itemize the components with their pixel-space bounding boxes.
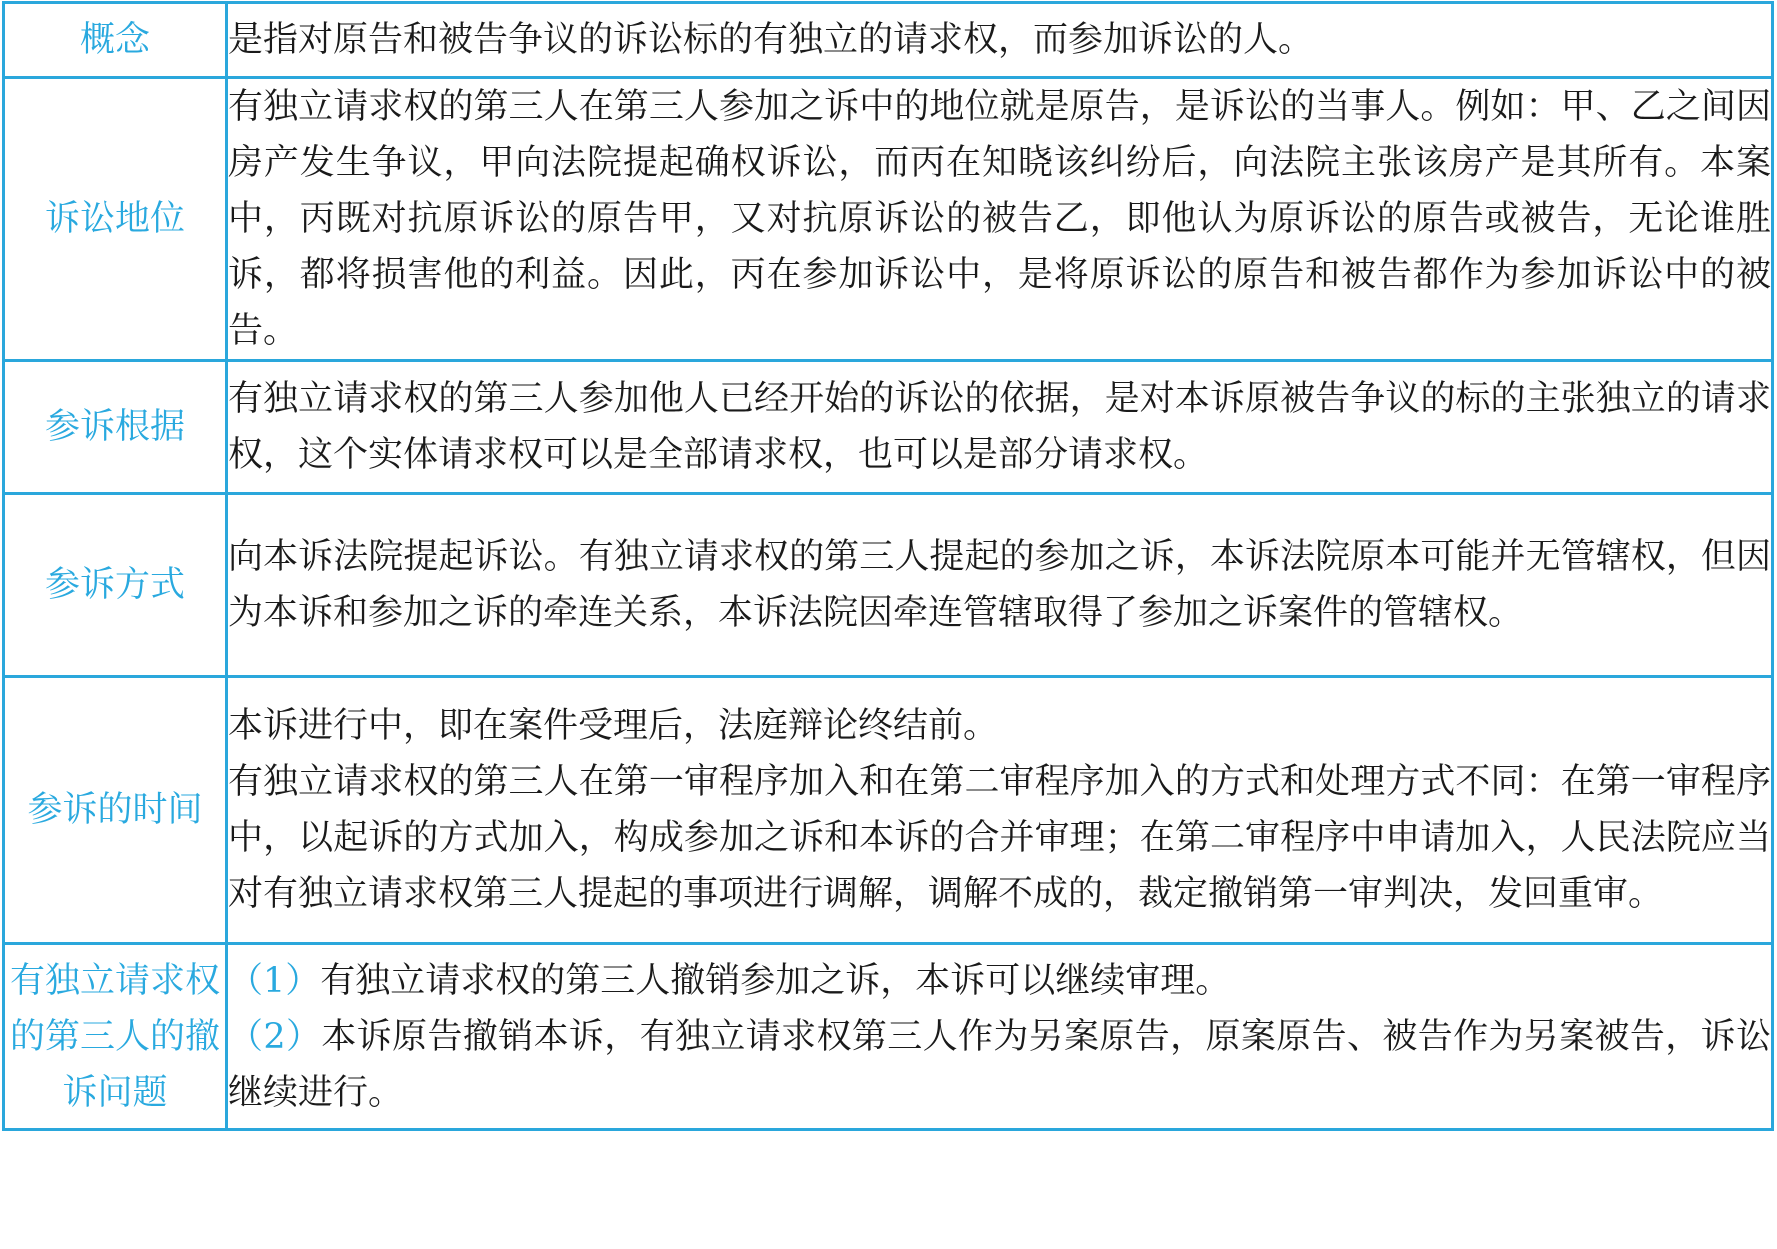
- table-row-withdrawal: [4, 944, 1773, 1130]
- content-paragraph: 有独立请求权的第三人参加他人已经开始的诉讼的依据，是对本诉原被告争议的标的主张独立的请求权，这个实体请求权可以是全部请求权，也可以是部分请求权。: [228, 379, 1771, 475]
- table-row-basis: [4, 361, 1773, 494]
- row-label: 概念: [4, 3, 227, 78]
- table-row-litigation-status: [4, 78, 1773, 361]
- row-content: [227, 78, 1773, 361]
- row-label: 参诉根据: [4, 361, 227, 494]
- content-paragraph: 有独立请求权的第三人在第三人参加之诉中的地位就是原告，是诉讼的当事人。例如：甲、乙之间因房产发生争议，甲向法院提起确权诉讼，而丙在知晓该纠纷后，向法院主张该房产是其所有。本案中，丙既对抗原诉讼的原告甲，又对抗原诉讼的被告乙，即他认为原诉讼的原告或被告，无论谁胜诉，都将损害他的利益。因此，丙在参加诉讼中，是将原诉讼的原告和被告都作为参加诉讼中的被告。: [228, 87, 1771, 351]
- numbered-item: [228, 953, 1771, 1009]
- table-row-timing: [4, 677, 1773, 944]
- content-paragraph: 本诉进行中，即在案件受理后，法庭辩论终结前。: [228, 706, 999, 746]
- table-row-method: [4, 494, 1773, 677]
- row-label: 参诉方式: [4, 494, 227, 677]
- table-row-concept: [4, 3, 1773, 78]
- row-content: [227, 361, 1773, 494]
- row-content: [227, 677, 1773, 944]
- item-text: 本诉原告撤销本诉，有独立请求权第三人作为另案原告，原案原告、被告作为另案被告，诉讼继续进行。: [228, 1016, 1771, 1113]
- content-paragraph: 是指对原告和被告争议的诉讼标的有独立的请求权，而参加诉讼的人。: [228, 20, 1314, 60]
- row-content: [227, 944, 1773, 1130]
- row-content: [227, 494, 1773, 677]
- item-number: （2）: [228, 1016, 322, 1057]
- item-number: （1）: [228, 960, 321, 1001]
- row-label: 参诉的时间: [4, 677, 227, 944]
- row-label: 有独立请求权的第三人的撤诉问题: [4, 944, 227, 1130]
- numbered-item: [228, 1009, 1771, 1121]
- third-party-info-table: [2, 1, 1774, 1131]
- content-paragraph: 有独立请求权的第三人在第一审程序加入和在第二审程序加入的方式和处理方式不同：在第一审程序中，以起诉的方式加入，构成参加之诉和本诉的合并审理；在第二审程序中申请加入，人民法院应当对有独立请求权第三人提起的事项进行调解，调解不成的，裁定撤销第一审判决，发回重审。: [228, 762, 1771, 914]
- item-text: 有独立请求权的第三人撤销参加之诉，本诉可以继续审理。: [320, 960, 1231, 1001]
- row-content: [227, 3, 1773, 78]
- content-paragraph: 向本诉法院提起诉讼。有独立请求权的第三人提起的参加之诉，本诉法院原本可能并无管辖权，但因为本诉和参加之诉的牵连关系，本诉法院因牵连管辖取得了参加之诉案件的管辖权。: [228, 537, 1771, 633]
- row-label: 诉讼地位: [4, 78, 227, 361]
